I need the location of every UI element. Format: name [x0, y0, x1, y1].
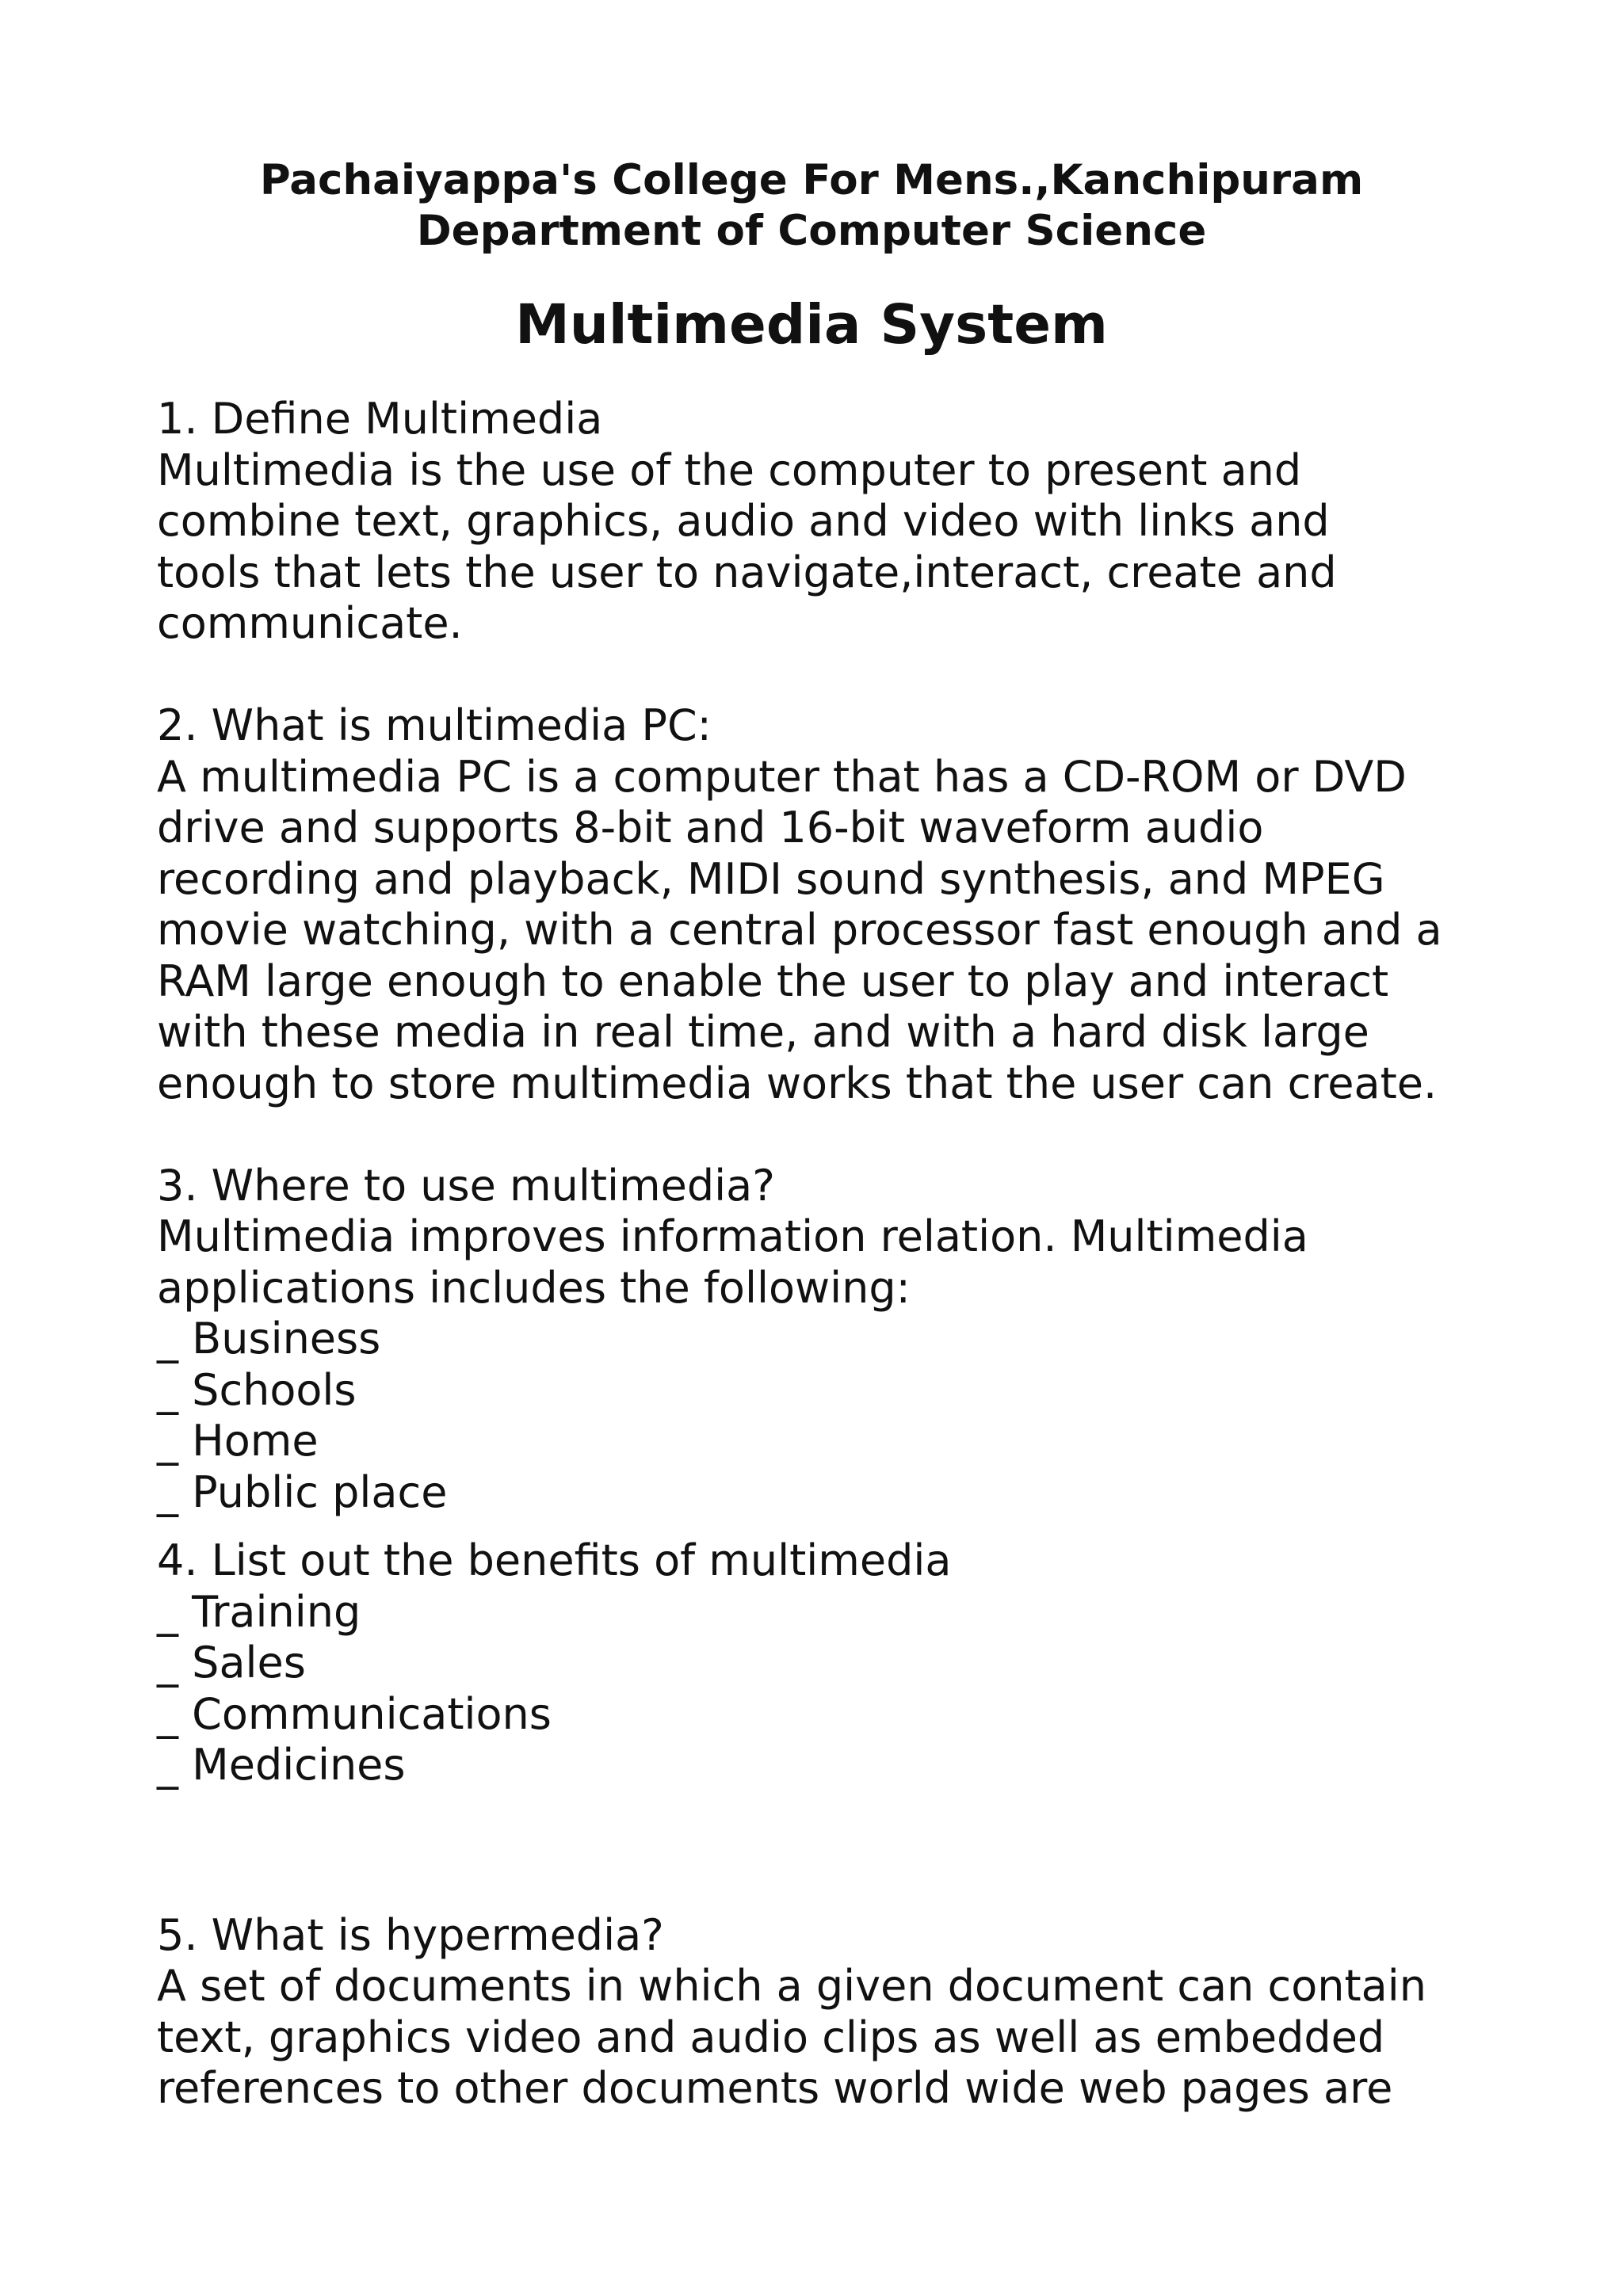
list-item: _ Public place — [157, 1466, 448, 1517]
answer-line: enough to store multimedia works that the user can create. — [157, 1058, 1438, 1108]
question-heading: 1. Define Multimedia — [157, 394, 603, 444]
document-header — [0, 155, 1623, 257]
question-heading: 4. List out the benefits of multimedia — [157, 1535, 952, 1585]
answer-line: combine text, graphics, audio and video with links and — [157, 496, 1330, 546]
spacer — [157, 1791, 1552, 1910]
answer-line: text, graphics video and audio clips as well as embedded — [157, 2012, 1385, 2062]
list-item: _ Sales — [157, 1638, 306, 1688]
answer-line: references to other documents world wide web pages are — [157, 2063, 1393, 2113]
college-name: Pachaiyappa's College For Mens.,Kanchipuram — [259, 156, 1364, 204]
spacer — [157, 1109, 1552, 1161]
list-item: _ Schools — [157, 1364, 357, 1415]
answer-line: Multimedia improves information relation. Multimedia — [157, 1211, 1308, 1261]
list-item: _ Training — [157, 1586, 361, 1637]
department-name: Department of Computer Science — [416, 207, 1207, 255]
list-item: _ Communications — [157, 1688, 552, 1739]
document-title: Multimedia System — [515, 293, 1108, 357]
answer-line: applications includes the following: — [157, 1262, 911, 1313]
list-item: _ Home — [157, 1416, 319, 1466]
document-body — [157, 394, 1552, 2115]
section-hypermedia — [157, 1910, 1552, 2115]
section-benefits — [157, 1535, 1552, 1791]
section-multimedia-pc — [157, 700, 1552, 1109]
answer-line: Multimedia is the use of the computer to present and — [157, 444, 1302, 495]
answer-line: drive and supports 8-bit and 16-bit waveform audio — [157, 803, 1264, 852]
spacer — [157, 1518, 1552, 1535]
question-heading: 5. What is hypermedia? — [157, 1909, 664, 1960]
list-item: _ Medicines — [157, 1740, 406, 1790]
answer-line: with these media in real time, and with a hard disk large — [157, 1007, 1369, 1057]
question-heading: 2. What is multimedia PC: — [157, 700, 712, 750]
section-define-multimedia — [157, 394, 1552, 650]
answer-line: tools that lets the user to navigate,interact, create and — [157, 547, 1337, 597]
answer-line: RAM large enough to enable the user to play and interact — [157, 955, 1389, 1006]
answer-line: recording and playback, MIDI sound synthesis, and MPEG — [157, 853, 1385, 904]
question-heading: 3. Where to use multimedia? — [157, 1160, 775, 1211]
answer-line: A multimedia PC is a computer that has a CD-ROM or DVD — [157, 751, 1407, 802]
list-item: _ Business — [157, 1314, 381, 1363]
answer-line: movie watching, with a central processor fast enough and a — [157, 905, 1442, 955]
section-where-to-use — [157, 1161, 1552, 1519]
answer-line: A set of documents in which a given document can contain — [157, 1961, 1426, 2011]
spacer — [157, 650, 1552, 701]
answer-line: communicate. — [157, 598, 463, 648]
